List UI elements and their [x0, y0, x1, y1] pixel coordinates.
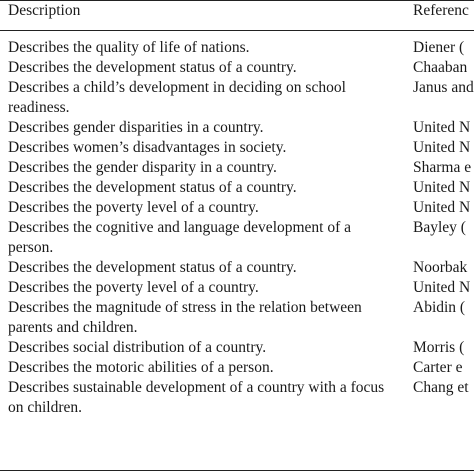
reference-cell: United N — [413, 119, 471, 136]
table-row — [0, 218, 474, 258]
table-row — [0, 278, 474, 298]
table-row — [0, 358, 474, 378]
table-bottom-rule — [0, 470, 474, 471]
description-cell: Describes sustainable development of a country with a focus on children. — [8, 379, 385, 416]
description-cell: Describes a child’s development in deciding on school readiness. — [8, 79, 346, 116]
reference-cell: Carter e — [413, 359, 463, 376]
reference-cell: United N — [413, 199, 471, 216]
reference-cell: Sharma e — [413, 159, 472, 176]
table-row — [0, 338, 474, 358]
table-row — [0, 378, 474, 418]
reference-cell: United N — [413, 179, 471, 196]
description-cell: Describes the motoric abilities of a person. — [8, 359, 274, 376]
description-cell: Describes the poverty level of a country. — [8, 279, 259, 296]
table-top-rule — [0, 0, 474, 1]
header-description: Description — [8, 2, 81, 19]
description-cell: Describes gender disparities in a country. — [8, 119, 264, 136]
table-row — [0, 58, 474, 78]
table-row — [0, 78, 474, 118]
reference-cell: United N — [413, 139, 471, 156]
table-row — [0, 158, 474, 178]
table-row — [0, 118, 474, 138]
table-row — [0, 298, 474, 338]
reference-cell: Bayley ( — [413, 219, 466, 236]
reference-cell: Morris ( — [413, 339, 465, 356]
table-row — [0, 138, 474, 158]
reference-cell: Janus and — [413, 79, 474, 96]
table-row — [0, 38, 474, 58]
table-row — [0, 258, 474, 278]
description-cell: Describes social distribution of a country. — [8, 339, 267, 356]
description-cell: Describes the cognitive and language development of a person. — [8, 219, 352, 256]
description-cell: Describes the quality of life of nations. — [8, 39, 250, 56]
header-reference: Referenc — [413, 2, 469, 19]
table-row — [0, 198, 474, 218]
description-cell: Describes the magnitude of stress in the relation between parents and children. — [8, 299, 362, 336]
reference-cell: Chang et — [413, 379, 469, 396]
reference-cell: Chaaban — [413, 59, 468, 76]
description-cell: Describes the gender disparity in a country. — [8, 159, 277, 176]
reference-cell: Abidin ( — [413, 299, 466, 316]
reference-cell: Diener ( — [413, 39, 465, 56]
table-row — [0, 178, 474, 198]
description-cell: Describes the development status of a country. — [8, 179, 297, 196]
reference-cell: United N — [413, 279, 471, 296]
description-cell: Describes the poverty level of a country. — [8, 199, 259, 216]
description-cell: Describes women’s disadvantages in society. — [8, 139, 287, 156]
description-cell: Describes the development status of a country. — [8, 259, 297, 276]
description-cell: Describes the development status of a country. — [8, 59, 297, 76]
table-body — [0, 38, 474, 418]
header-rule — [0, 30, 474, 31]
reference-cell: Noorbak — [413, 259, 468, 276]
